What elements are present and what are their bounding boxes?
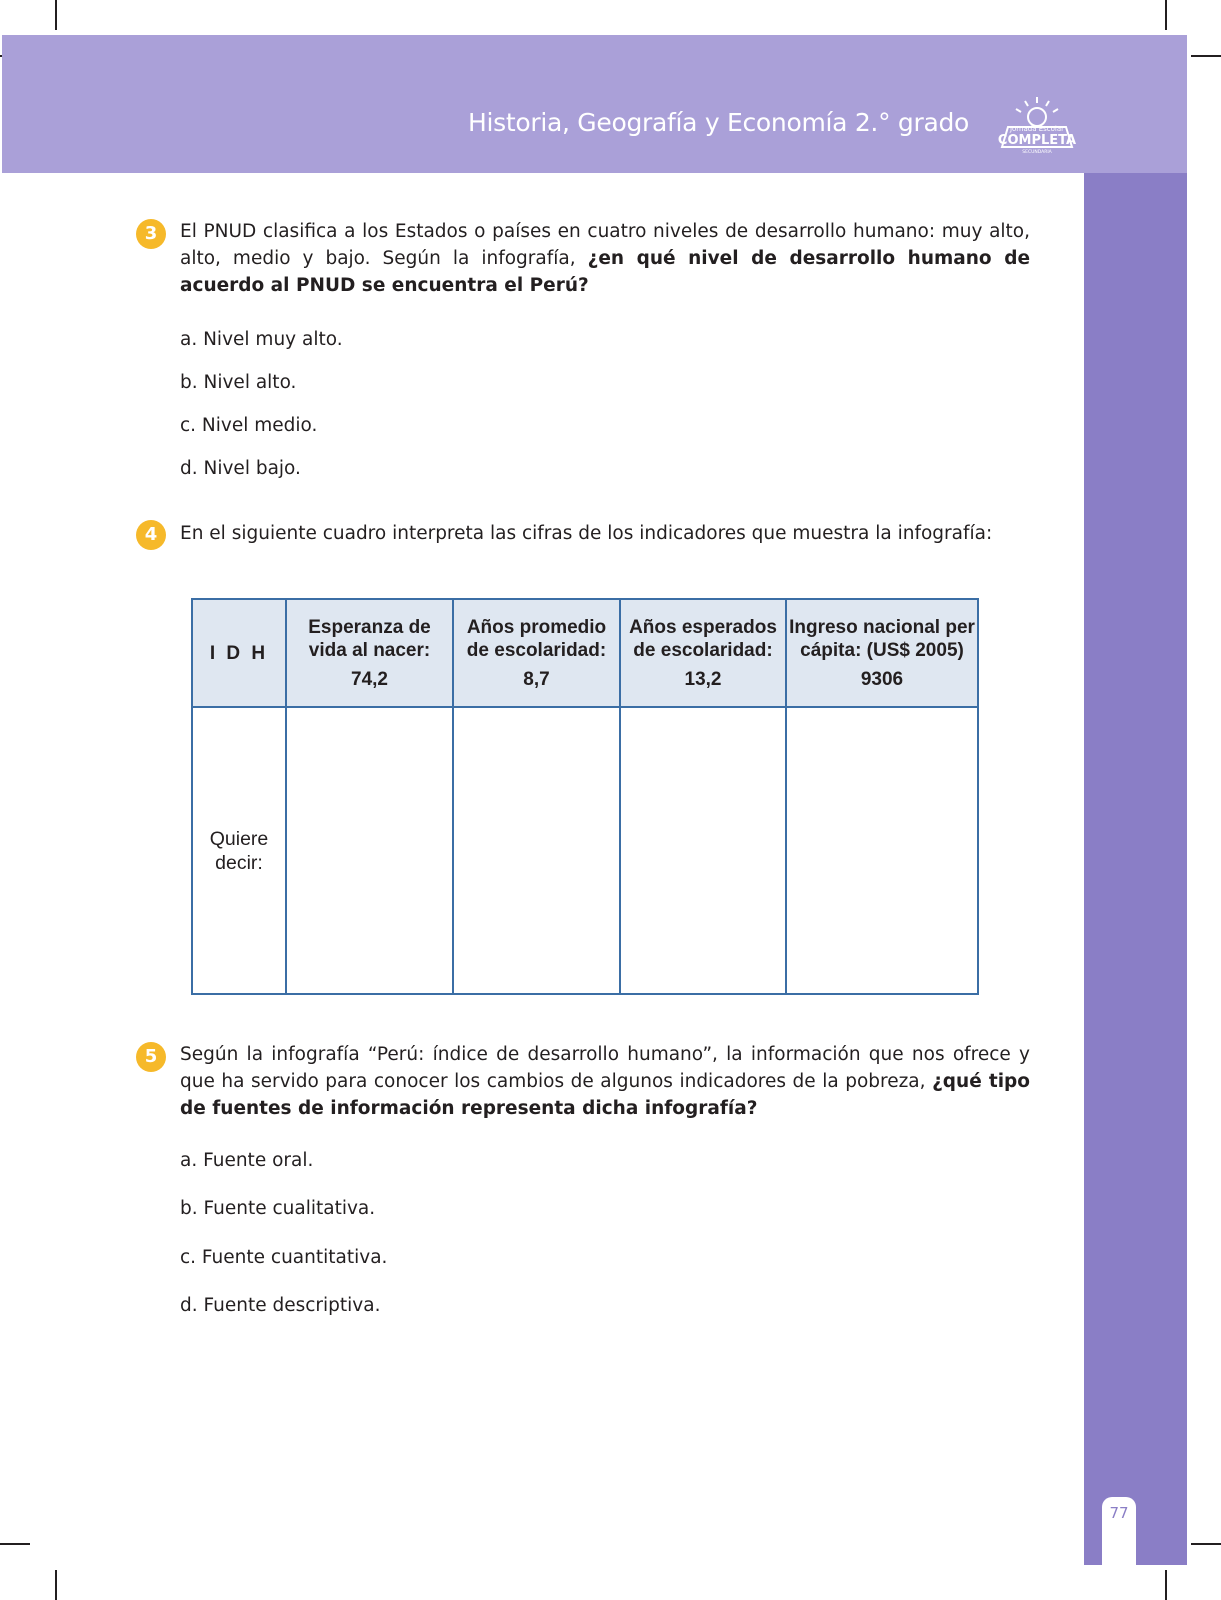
answer-cell[interactable]: [786, 707, 978, 994]
idh-interpretation-table: [191, 598, 979, 995]
svg-text:SECUNDARIA: SECUNDARIA: [1022, 150, 1052, 155]
answer-option: d. Nivel bajo.: [180, 458, 301, 479]
column-value: 13,2: [684, 668, 722, 690]
crop-mark: [55, 0, 57, 30]
side-band: [1084, 173, 1187, 1565]
answer-option: b. Nivel alto.: [180, 372, 297, 393]
answer-cell[interactable]: [286, 707, 453, 994]
crop-mark: [1165, 1570, 1167, 1600]
table-answer-row: [192, 707, 978, 994]
column-label: Esperanza de vida al nacer:: [308, 616, 431, 661]
answer-option: c. Fuente cuantitativa.: [180, 1247, 388, 1268]
question-text: En el siguiente cuadro interpreta las cifras de los indicadores que muestra la infografía:: [180, 523, 993, 544]
row-label-idh: [192, 599, 286, 707]
table-header-row: [192, 599, 978, 707]
answer-option: c. Nivel medio.: [180, 415, 318, 436]
question-text: [180, 218, 1030, 299]
column-label: Años esperados de escolaridad:: [629, 616, 777, 661]
crop-mark: [1191, 55, 1221, 57]
answer-option: a. Nivel muy alto.: [180, 329, 343, 350]
column-value: 9306: [860, 668, 904, 690]
column-header: [286, 599, 453, 707]
column-value: 8,7: [523, 668, 550, 690]
column-header: [453, 599, 620, 707]
idh-label: I D H: [209, 642, 269, 664]
answer-cell[interactable]: [453, 707, 620, 994]
question-number-badge: 3: [136, 219, 166, 249]
svg-text:Jornada Escolar: Jornada Escolar: [1009, 125, 1065, 133]
question-emphasis: ¿qué tipo de fuentes de información representa dicha infografía?: [180, 1071, 1030, 1119]
answer-option: a. Fuente oral.: [180, 1150, 314, 1171]
crop-mark: [55, 1570, 57, 1600]
column-header: [786, 599, 978, 707]
jornada-escolar-completa-logo: [996, 95, 1078, 157]
question-prompt: Según la infografía “Perú: índice de desarrollo humano”, la información que nos ofrece y que ha servido para conocer los cambios de algunos indicadores de la pobreza,: [180, 1044, 1030, 1092]
svg-text:COMPLETA: COMPLETA: [997, 133, 1077, 148]
crop-mark: [0, 1543, 30, 1545]
page-number: 77: [1109, 1504, 1129, 1522]
question-prompt: El PNUD clasifica a los Estados o países en cuatro niveles de desarrollo humano: muy alto, alto, medio y bajo. Según la infografía,: [180, 221, 1030, 269]
column-header: [620, 599, 786, 707]
crop-mark: [1191, 1543, 1221, 1545]
question-text: [180, 1041, 1030, 1122]
answer-option: d. Fuente descriptiva.: [180, 1295, 381, 1316]
answer-cell[interactable]: [620, 707, 786, 994]
answer-option: b. Fuente cualitativa.: [180, 1198, 376, 1219]
column-label: Ingreso nacional per cápita: (US$ 2005): [789, 616, 975, 661]
column-label: Años promedio de escolaridad:: [466, 616, 607, 661]
column-value: 74,2: [351, 668, 388, 690]
question-emphasis: ¿en qué nivel de desarrollo humano de acuerdo al PNUD se encuentra el Perú?: [180, 248, 1030, 296]
crop-mark: [1165, 0, 1167, 30]
page-title: Historia, Geografía y Economía 2.° grado: [468, 108, 970, 137]
row-label-quiere-decir: Quiere decir:: [192, 707, 286, 994]
question-number-badge: 4: [136, 520, 166, 550]
question-number-badge: 5: [136, 1042, 166, 1072]
